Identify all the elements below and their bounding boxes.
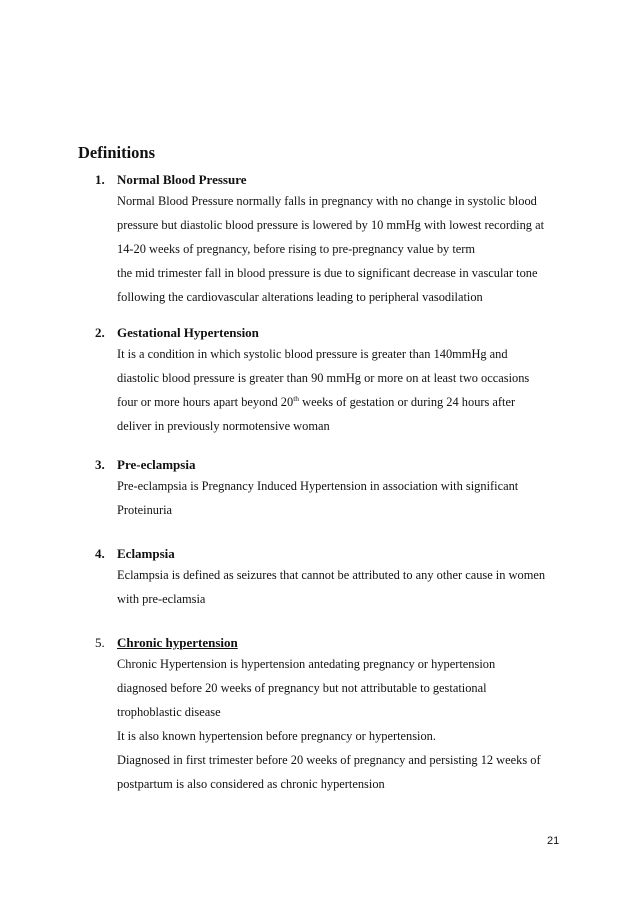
body-line: following the cardiovascular alterations leading to peripheral vasodilation [117,290,483,304]
definition-title-text: Normal Blood Pressure [117,172,247,187]
definition-body [117,563,575,611]
definition-pre-eclampsia [95,456,575,522]
body-line: Pre-eclampsia is Pregnancy Induced Hypertension in association with significant [117,479,519,493]
body-line: Chronic Hypertension is hypertension antedating pregnancy or hypertension [117,657,496,671]
list-number: 1. [95,172,105,187]
list-number: 4. [95,546,105,561]
body-line: Eclampsia is defined as seizures that cannot be attributed to any other cause in women [117,568,546,582]
body-line: postpartum is also considered as chronic hypertension [117,777,385,791]
page-number: 21 [547,835,560,847]
body-line [117,390,575,414]
definition-normal-blood-pressure [95,171,575,309]
body-line: with pre-eclamsia [117,592,206,606]
definition-gestational-hypertension [95,324,575,438]
definition-chronic-hypertension [95,634,575,796]
body-line: the mid trimester fall in blood pressure is due to significant decrease in vascular tone [117,266,538,280]
definition-title-text: Pre-eclampsia [117,457,196,472]
body-line: Proteinuria [117,503,173,517]
body-text: weeks of gestation or during 24 hours after [299,395,516,409]
list-number: 2. [95,325,105,340]
definition-body [117,652,575,796]
definition-title [95,545,575,563]
definition-title [95,171,575,189]
body-line: pressure but diastolic blood pressure is lowered by 10 mmHg with lowest recording at [117,218,545,232]
body-line: Normal Blood Pressure normally falls in pregnancy with no change in systolic blood [117,194,537,208]
definition-title [95,634,575,652]
section-heading: Definitions [78,143,156,162]
body-text: four or more hours apart beyond 20 [117,395,294,409]
definition-title [95,324,575,342]
definition-title [95,456,575,474]
definition-title-text: Gestational Hypertension [117,325,259,340]
body-line: deliver in previously normotensive woman [117,419,330,433]
definition-body [117,189,575,309]
body-line: 14-20 weeks of pregnancy, before rising to pre-pregnancy value by term [117,242,476,256]
superscript: th [293,394,300,403]
definition-title-text: Eclampsia [117,546,175,561]
body-line: Diagnosed in first trimester before 20 weeks of pregnancy and persisting 12 weeks of [117,753,541,767]
list-number: 3. [95,457,105,472]
definition-title-text: Chronic hypertension [117,635,238,650]
body-line: diagnosed before 20 weeks of pregnancy but not attributable to gestational [117,681,487,695]
definition-body [117,474,575,522]
body-line: It is also known hypertension before pregnancy or hypertension. [117,729,436,743]
list-number: 5. [95,635,105,650]
body-line: diastolic blood pressure is greater than 90 mmHg or more on at least two occasions [117,371,530,385]
definition-eclampsia [95,545,575,611]
body-line: It is a condition in which systolic blood pressure is greater than 140mmHg and [117,347,508,361]
body-line: trophoblastic disease [117,705,221,719]
definition-body [117,342,575,438]
